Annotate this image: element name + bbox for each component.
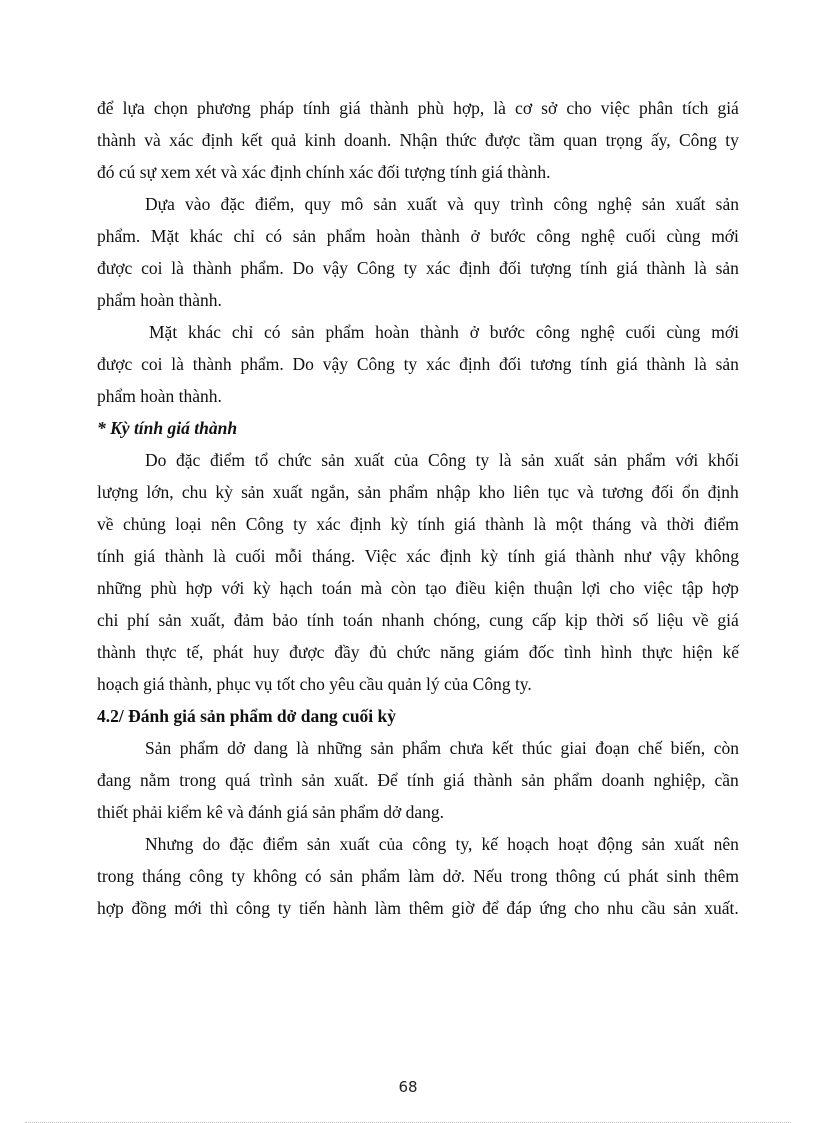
document-body [97,92,739,924]
text-line: lượng lớn, chu kỳ sản xuất ngắn, sản phẩm nhập kho liên tục và tương đối ổn định [97,482,739,502]
text-line: tính giá thành là cuối mỗi tháng. Việc xác định kỳ tính giá thành như vậy không [97,546,739,566]
text-line: hoạch giá thành, phục vụ tốt cho yêu cầu quản lý của Công ty. [97,674,532,694]
text-line: thành thực tế, phát huy được đầy đủ chức năng giám đốc tình hình thực hiện kế [97,642,739,662]
page-number: 68 [398,1078,418,1096]
text-line: trong tháng công ty không có sản phẩm làm dở. Nếu trong thông cú phát sinh thêm [97,866,739,886]
text-line: phẩm hoàn thành. [97,290,222,310]
text-line: Sản phẩm dở dang là những sản phẩm chưa kết thúc giai đoạn chế biến, còn [145,738,739,758]
section-heading: * Kỳ tính giá thành [97,418,238,438]
text-line: Do đặc điểm tổ chức sản xuất của Công ty là sản xuất sản phẩm với khối [145,450,739,470]
text-line: đang nằm trong quá trình sản xuất. Để tính giá thành sản phẩm doanh nghiệp, cần [97,770,739,790]
text-line: Nhưng do đặc điểm sản xuất của công ty, kế hoạch hoạt động sản xuất nên [145,834,739,854]
text-line: chi phí sản xuất, đảm bảo tính toán nhanh chóng, cung cấp kịp thời số liệu về giá [97,610,739,630]
text-line: thiết phải kiểm kê và đánh giá sản phẩm dở dang. [97,802,445,822]
text-line: hợp đồng mới thì công ty tiến hành làm thêm giờ để đáp ứng cho nhu cầu sản xuất. [97,898,739,918]
text-line: được coi là thành phẩm. Do vậy Công ty xác định đối tương tính giá thành là sản [97,354,739,374]
text-line: để lựa chọn phương pháp tính giá thành phù hợp, là cơ sở cho việc phân tích giá [97,98,739,118]
text-line: đó cú sự xem xét và xác định chính xác đối tượng tính giá thành. [97,162,551,182]
text-line: Mặt khác chỉ có sản phẩm hoàn thành ở bước công nghệ cuối cùng mới [149,322,739,342]
text-line: phẩm hoàn thành. [97,386,222,406]
text-line: phẩm. Mặt khác chỉ có sản phẩm hoàn thành ở bước công nghệ cuối cùng mới [97,226,739,246]
text-line: những phù hợp với kỳ hạch toán mà còn tạo điều kiện thuận lợi cho việc tập hợp [97,578,739,598]
text-line: thành và xác định kết quả kinh doanh. Nhận thức được tầm quan trọng ấy, Công ty [97,130,739,150]
text-line: Dựa vào đặc điểm, quy mô sản xuất và quy trình công nghệ sản xuất sản [145,194,739,214]
section-heading: 4.2/ Đánh giá sản phẩm dở dang cuối kỳ [97,706,397,726]
text-line: về chủng loại nên Công ty xác định kỳ tính giá thành là một tháng và thời điểm [97,514,739,534]
text-line: được coi là thành phẩm. Do vậy Công ty xác định đối tượng tính giá thành là sản [97,258,739,278]
